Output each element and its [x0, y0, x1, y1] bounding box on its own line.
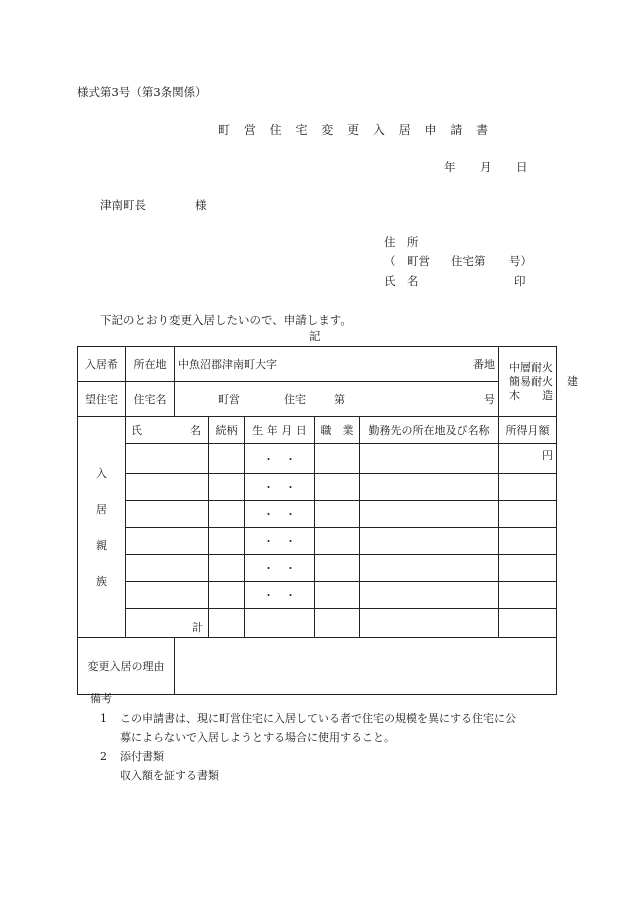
family-char-2: 居 — [96, 503, 107, 516]
addressee: 津南町長 — [100, 198, 146, 212]
header-relation: 続柄 — [209, 417, 245, 444]
date-year: 年 — [444, 160, 456, 174]
family-job-cell[interactable] — [315, 582, 360, 609]
structure-line-3a: 木 — [509, 388, 521, 402]
total-income-cell[interactable] — [499, 609, 557, 638]
header-name-a: 氏 — [131, 424, 142, 437]
desired-housing-label-1: 入居希 — [78, 347, 126, 382]
application-table — [77, 346, 579, 695]
desired-housing-label-2: 望住宅 — [78, 382, 126, 417]
reason-cell[interactable] — [175, 638, 557, 695]
total-row — [78, 609, 557, 638]
family-name-cell[interactable] — [126, 528, 209, 555]
ki-label: 記 — [309, 329, 321, 343]
family-name-cell[interactable] — [126, 474, 209, 501]
family-char-4: 族 — [96, 575, 107, 588]
location-cell[interactable] — [175, 347, 499, 382]
notes-heading: 備考 — [90, 692, 112, 705]
note-1-number: 1 — [100, 712, 107, 725]
family-relation-cell[interactable] — [209, 555, 245, 582]
family-relation-cell[interactable] — [209, 582, 245, 609]
header-birth: 生 年 月 日 — [245, 417, 315, 444]
family-name-cell[interactable] — [126, 444, 209, 474]
date-dots: ・ ・ — [263, 508, 296, 521]
location-label: 所在地 — [126, 347, 175, 382]
family-income-cell[interactable] — [499, 582, 557, 609]
family-birth-cell[interactable] — [245, 528, 315, 555]
family-income-cell[interactable] — [499, 528, 557, 555]
header-income: 所得月額 — [499, 417, 557, 444]
location-value: 中魚沼郡津南町大字 — [178, 358, 277, 371]
family-header-row — [78, 417, 557, 444]
header-name-b: 名 — [190, 424, 201, 437]
structure-line-3b: 造 — [542, 388, 554, 402]
family-relation-cell[interactable] — [209, 528, 245, 555]
date-dots: ・ ・ — [263, 452, 296, 466]
banchi-label: 番地 — [473, 358, 496, 371]
housing-chou: 町営 — [218, 393, 240, 406]
family-birth-cell[interactable] — [245, 501, 315, 528]
note-2-number: 2 — [100, 750, 107, 763]
family-job-cell[interactable] — [315, 555, 360, 582]
header-name — [126, 417, 209, 444]
structure-line-2: 簡易耐火 — [509, 374, 554, 388]
family-row — [78, 555, 557, 582]
family-char-3: 親 — [96, 539, 107, 552]
family-job-cell[interactable] — [315, 444, 360, 474]
family-income-cell[interactable] — [499, 444, 557, 474]
structure-line-2-suffix: 建 — [567, 374, 579, 388]
date-dots: ・ ・ — [263, 562, 296, 575]
family-relation-cell[interactable] — [209, 474, 245, 501]
family-row — [78, 474, 557, 501]
total-label: 計 — [192, 621, 203, 634]
header-job: 職 業 — [315, 417, 360, 444]
date-dots: ・ ・ — [263, 589, 296, 602]
family-name-cell[interactable] — [126, 582, 209, 609]
date-day: 日 — [516, 160, 528, 174]
applicant-housing-close: 号） — [509, 254, 532, 268]
structure-line-1: 中層耐火 — [509, 360, 554, 374]
family-job-cell[interactable] — [315, 528, 360, 555]
applicant-address-label: 住 所 — [384, 235, 419, 249]
reason-row — [78, 638, 557, 695]
family-workplace-cell[interactable] — [360, 444, 499, 474]
reason-label: 変更入居の理由 — [78, 638, 175, 695]
housing-name-cell[interactable] — [175, 382, 499, 417]
housing-name-row — [78, 382, 557, 417]
family-job-cell[interactable] — [315, 501, 360, 528]
family-income-cell[interactable] — [499, 474, 557, 501]
housing-gou: 号 — [484, 393, 496, 406]
structure-cell — [499, 347, 579, 417]
note-1-line-2: 募によらないで入居しようとする場合に使用すること。 — [120, 731, 395, 744]
family-workplace-cell[interactable] — [360, 474, 499, 501]
date-month: 月 — [480, 160, 492, 174]
total-birth-cell — [245, 609, 315, 638]
document-title: 町 営 住 宅 変 更 入 居 申 請 書 — [218, 123, 494, 137]
family-workplace-cell[interactable] — [360, 501, 499, 528]
housing-dai: 第 — [334, 393, 345, 406]
yen-unit: 円 — [542, 449, 554, 462]
addressee-suffix: 様 — [195, 198, 207, 212]
family-char-1: 入 — [96, 467, 107, 480]
note-2-sub: 収入額を証する書類 — [120, 769, 219, 782]
family-name-cell[interactable] — [126, 501, 209, 528]
family-income-cell[interactable] — [499, 555, 557, 582]
header-workplace: 勤務先の所在地及び名称 — [360, 417, 499, 444]
family-name-cell[interactable] — [126, 555, 209, 582]
total-cell — [126, 609, 209, 638]
family-row — [78, 444, 557, 474]
applicant-housing-mid: 住宅第 — [451, 254, 486, 268]
family-birth-cell[interactable] — [245, 582, 315, 609]
form-number: 様式第3号（第3条関係） — [77, 85, 207, 99]
date-dots: ・ ・ — [263, 535, 296, 548]
housing-name-label: 住宅名 — [126, 382, 175, 417]
seal-mark: 印 — [514, 274, 526, 288]
family-birth-cell[interactable] — [245, 444, 315, 474]
family-row — [78, 582, 557, 609]
family-relation-cell[interactable] — [209, 501, 245, 528]
note-1-line-1: この申請書は、現に町営住宅に入居している者で住宅の規模を異にする住宅に公 — [120, 712, 516, 725]
family-workplace-cell[interactable] — [360, 555, 499, 582]
family-label-cell — [78, 417, 126, 638]
total-job-cell — [315, 609, 360, 638]
family-birth-cell[interactable] — [245, 555, 315, 582]
applicant-housing-open: （ 町営 — [384, 254, 430, 268]
note-2-text: 添付書類 — [120, 750, 164, 763]
total-workplace-cell — [360, 609, 499, 638]
intro-text: 下記のとおり変更入居したいので、申請します。 — [100, 313, 352, 327]
family-job-cell[interactable] — [315, 474, 360, 501]
family-income-cell[interactable] — [499, 501, 557, 528]
family-row — [78, 528, 557, 555]
applicant-name-label: 氏 名 — [384, 274, 419, 288]
family-workplace-cell[interactable] — [360, 528, 499, 555]
family-workplace-cell[interactable] — [360, 582, 499, 609]
family-relation-cell[interactable] — [209, 444, 245, 474]
total-relation-cell — [209, 609, 245, 638]
family-row — [78, 501, 557, 528]
family-birth-cell[interactable] — [245, 474, 315, 501]
housing-jutaku: 住宅 — [284, 393, 306, 406]
date-dots: ・ ・ — [263, 481, 296, 494]
location-row — [78, 347, 557, 382]
